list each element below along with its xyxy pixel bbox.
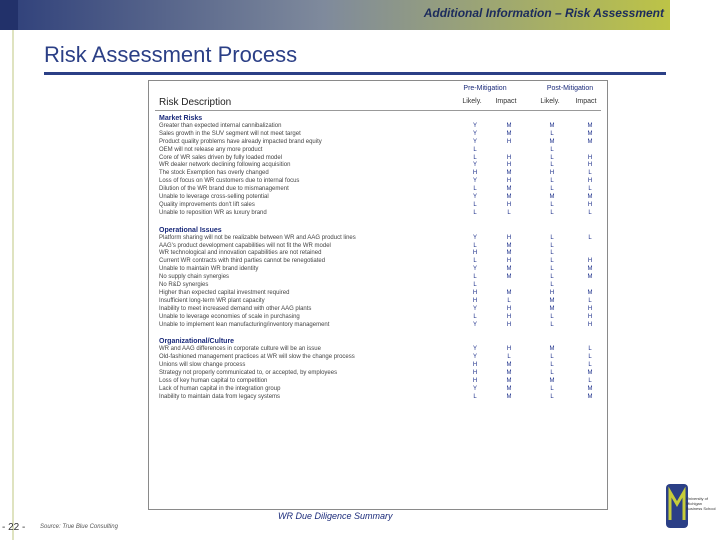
risk-row-description: Sales growth in the SUV segment will not meet target — [159, 130, 301, 137]
pre-impact-cell: M — [506, 170, 512, 177]
risk-row-description: Strategy not properly communicated to, or accepted, by employees — [159, 370, 338, 376]
pre-impact-cell: M — [506, 250, 512, 257]
post-likely-cell: M — [549, 305, 555, 312]
post-likely-cell: L — [550, 321, 554, 328]
source-note: Source: True Blue Consulting — [40, 524, 118, 530]
post-impact-cell: M — [587, 393, 593, 400]
post-likely-cell: L — [550, 266, 554, 273]
pre-impact-cell: H — [506, 138, 512, 145]
post-likely-cell: L — [550, 313, 554, 320]
pre-impact-cell: H — [506, 201, 512, 208]
post-impact-cell: L — [588, 297, 592, 304]
risk-group-heading: Market Risks — [159, 115, 203, 122]
pre-likely-cell: H — [472, 289, 478, 296]
pre-likely-cell: Y — [472, 321, 477, 328]
title-divider — [44, 72, 666, 75]
post-impact-cell: M — [587, 274, 593, 281]
post-likely-cell: L — [550, 370, 554, 376]
pre-impact-cell: H — [506, 313, 512, 320]
pre-likely-cell: Y — [472, 178, 477, 185]
pre-impact-cell: H — [506, 305, 512, 312]
risk-row-description: Higher than expected capital investment required — [159, 289, 290, 296]
post-impact-cell: H — [587, 162, 593, 169]
pre-likely-cell: H — [472, 170, 478, 177]
post-likely-cell: L — [550, 186, 554, 193]
risk-row-description: No R&D synergies — [159, 282, 209, 288]
post-impact-cell: M — [587, 370, 593, 376]
pre-impact-cell: M — [506, 385, 512, 392]
pre-likely-cell: L — [473, 242, 477, 249]
risk-row-description: Greater than expected internal cannibalization — [159, 122, 282, 129]
post-impact-cell: H — [587, 201, 593, 208]
pre-impact-cell: H — [506, 178, 512, 185]
pre-likely-cell: L — [473, 154, 477, 161]
pre-likely-cell: Y — [472, 122, 477, 129]
pre-likely-cell: L — [473, 186, 477, 193]
pre-impact-cell: M — [506, 274, 512, 281]
post-likely-header: Likely. — [540, 98, 560, 105]
pre-likely-cell: Y — [472, 138, 477, 145]
risk-description-heading: Risk Description — [159, 97, 232, 108]
risk-row-description: Inability to meet increased demand with other AAG plants — [159, 305, 312, 312]
post-impact-cell: L — [588, 209, 592, 216]
pre-impact-cell: L — [507, 209, 511, 216]
post-likely-cell: L — [550, 385, 554, 392]
pre-likely-cell: H — [472, 370, 478, 376]
post-likely-cell: L — [550, 146, 554, 153]
post-impact-cell: M — [587, 266, 593, 273]
risk-row-description: Loss of focus on WR customers due to internal focus — [159, 178, 300, 185]
risk-table-panel — [148, 80, 608, 510]
risk-row-description: WR technological and innovation capabilities are not retained — [159, 250, 322, 257]
post-impact-cell: H — [587, 154, 593, 161]
pre-impact-cell: M — [506, 122, 512, 129]
pre-likely-cell: Y — [472, 385, 477, 392]
page-title: Risk Assessment Process — [44, 42, 298, 67]
pre-likely-cell: L — [473, 209, 477, 216]
pre-impact-cell: M — [506, 362, 512, 369]
post-impact-cell: L — [588, 362, 592, 369]
pre-impact-cell: M — [506, 266, 512, 273]
post-impact-cell: M — [587, 138, 593, 145]
risk-row-description: Unions will slow change process — [159, 362, 246, 369]
pre-likely-cell: Y — [472, 162, 477, 169]
risk-row-description: Current WR contracts with third parties cannot be renegotiated — [159, 258, 326, 265]
pre-impact-cell: M — [506, 194, 512, 200]
page-number: - 22 - — [2, 522, 26, 533]
post-likely-cell: M — [549, 122, 555, 129]
risk-row-description: WR dealer network declining following acquisition — [159, 162, 291, 169]
post-impact-cell: H — [587, 178, 593, 185]
post-likely-cell: L — [550, 354, 554, 361]
pre-likely-cell: H — [472, 250, 478, 257]
pre-likely-cell: Y — [472, 305, 477, 312]
risk-row-description: Unable to implement lean manufacturing/inventory management — [159, 321, 330, 328]
risk-row-description: Product quality problems have already impacted brand equity — [159, 138, 322, 145]
post-likely-cell: L — [550, 162, 554, 169]
pre-mitigation-heading: Pre-Mitigation — [463, 85, 507, 92]
post-likely-cell: L — [550, 130, 554, 137]
pre-likely-cell: L — [473, 146, 477, 153]
pre-likely-cell: Y — [472, 346, 477, 353]
post-impact-cell: L — [588, 186, 592, 193]
pre-likely-cell: L — [473, 313, 477, 320]
post-likely-cell: L — [550, 209, 554, 216]
pre-impact-cell: H — [506, 234, 512, 241]
post-likely-cell: L — [550, 282, 554, 288]
post-likely-cell: M — [549, 346, 555, 353]
post-likely-cell: L — [550, 178, 554, 185]
risk-row-description: Insufficient long-term WR plant capacity — [159, 297, 265, 304]
pre-impact-cell: H — [506, 258, 512, 265]
risk-row-description: Dilution of the WR brand due to mismanagement — [159, 186, 289, 193]
post-impact-cell: H — [587, 321, 593, 328]
risk-row-description: Unable to reposition WR as luxury brand — [159, 209, 267, 216]
risk-row-description: Unable to maintain WR brand identity — [159, 266, 259, 273]
pre-likely-cell: L — [473, 282, 477, 288]
risk-row-description: No supply chain synergies — [159, 274, 230, 281]
post-impact-cell: H — [587, 305, 593, 312]
pre-likely-cell: L — [473, 258, 477, 265]
risk-group-heading: Operational Issues — [159, 226, 222, 234]
pre-likely-cell: Y — [472, 354, 477, 361]
pre-impact-cell: L — [507, 354, 511, 361]
post-likely-cell: M — [549, 377, 555, 384]
post-mitigation-heading: Post-Mitigation — [546, 85, 594, 92]
risk-row-description: The stock Exemption has overly changed — [159, 170, 269, 177]
post-impact-header: Impact — [575, 98, 597, 105]
risk-row-description: Unable to leverage economies of scale in purchasing — [159, 313, 300, 320]
risk-row-description: AAG's product development capabilities will not fit the WR model — [159, 242, 331, 249]
risk-row-description: Platform sharing will not be realizable between WR and AAG product lines — [159, 234, 356, 241]
header-bar-left-block — [0, 0, 18, 30]
pre-impact-header: Impact — [495, 98, 517, 105]
risk-row-description: Loss of key human capital to competition — [159, 377, 268, 384]
pre-impact-cell: H — [506, 346, 512, 353]
heading-rule — [155, 110, 601, 111]
post-likely-cell: L — [550, 154, 554, 161]
post-impact-cell: L — [588, 170, 592, 177]
pre-likely-cell: H — [472, 362, 478, 369]
post-impact-cell: L — [588, 346, 592, 353]
risk-row-description: Inability to maintain data from legacy systems — [159, 393, 281, 400]
logo-caption: University of Michigan Business School — [686, 496, 716, 511]
pre-likely-cell: Y — [472, 266, 477, 273]
post-likely-cell: H — [549, 170, 555, 177]
risk-row-description: Old-fashioned management practices at WR will slow the change process — [159, 354, 355, 361]
pre-likely-cell: Y — [472, 130, 477, 137]
pre-likely-cell: L — [473, 393, 477, 400]
risk-row-description: WR and AAG differences in corporate culture will be an issue — [159, 346, 321, 353]
pre-impact-cell: M — [506, 377, 512, 384]
post-likely-cell: L — [550, 234, 554, 241]
pre-impact-cell: H — [506, 162, 512, 169]
post-impact-cell: M — [587, 194, 593, 200]
pre-likely-cell: Y — [472, 194, 477, 200]
post-likely-cell: M — [549, 297, 555, 304]
risk-row-description: Unable to leverage cross-selling potential — [159, 194, 269, 200]
post-likely-cell: L — [550, 242, 554, 249]
post-likely-cell: L — [550, 201, 554, 208]
post-likely-cell: L — [550, 362, 554, 369]
left-margin-rule — [12, 30, 14, 540]
post-likely-cell: L — [550, 393, 554, 400]
post-likely-cell: L — [550, 258, 554, 265]
pre-impact-cell: L — [507, 297, 511, 304]
right-margin — [670, 0, 720, 540]
footer-caption: WR Due Diligence Summary — [278, 511, 393, 521]
risk-group-heading: Organizational/Culture — [159, 338, 235, 346]
post-impact-cell: L — [588, 377, 592, 384]
pre-impact-cell: M — [506, 393, 512, 400]
pre-impact-cell: H — [506, 154, 512, 161]
risk-row-description: Lack of human capital in the integration group — [159, 385, 281, 392]
pre-likely-header: Likely. — [462, 98, 482, 105]
pre-impact-cell: M — [506, 289, 512, 296]
pre-impact-cell: M — [506, 370, 512, 376]
pre-impact-cell: M — [506, 130, 512, 137]
risk-row-description: OEM will not release any more product — [159, 146, 263, 153]
post-impact-cell: L — [588, 354, 592, 361]
pre-likely-cell: H — [472, 377, 478, 384]
pre-impact-cell: H — [506, 321, 512, 328]
risk-row-description: Core of WR sales driven by fully loaded model — [159, 154, 283, 161]
post-impact-cell: M — [587, 385, 593, 392]
post-impact-cell: M — [587, 130, 593, 137]
pre-impact-cell: M — [506, 186, 512, 193]
pre-impact-cell: M — [506, 242, 512, 249]
post-likely-cell: H — [549, 289, 555, 296]
risk-row-description: Quality improvements don't lift sales — [159, 201, 255, 208]
pre-likely-cell: L — [473, 201, 477, 208]
post-impact-cell: H — [587, 258, 593, 265]
post-likely-cell: M — [549, 194, 555, 200]
post-likely-cell: M — [549, 138, 555, 145]
post-impact-cell: L — [588, 234, 592, 241]
pre-likely-cell: Y — [472, 234, 477, 241]
post-likely-cell: L — [550, 250, 554, 257]
pre-likely-cell: L — [473, 274, 477, 281]
post-impact-cell: M — [587, 122, 593, 129]
header-note: Additional Information – Risk Assessment — [423, 6, 664, 20]
pre-likely-cell: H — [472, 297, 478, 304]
post-impact-cell: M — [587, 289, 593, 296]
post-impact-cell: H — [587, 313, 593, 320]
post-likely-cell: L — [550, 274, 554, 281]
